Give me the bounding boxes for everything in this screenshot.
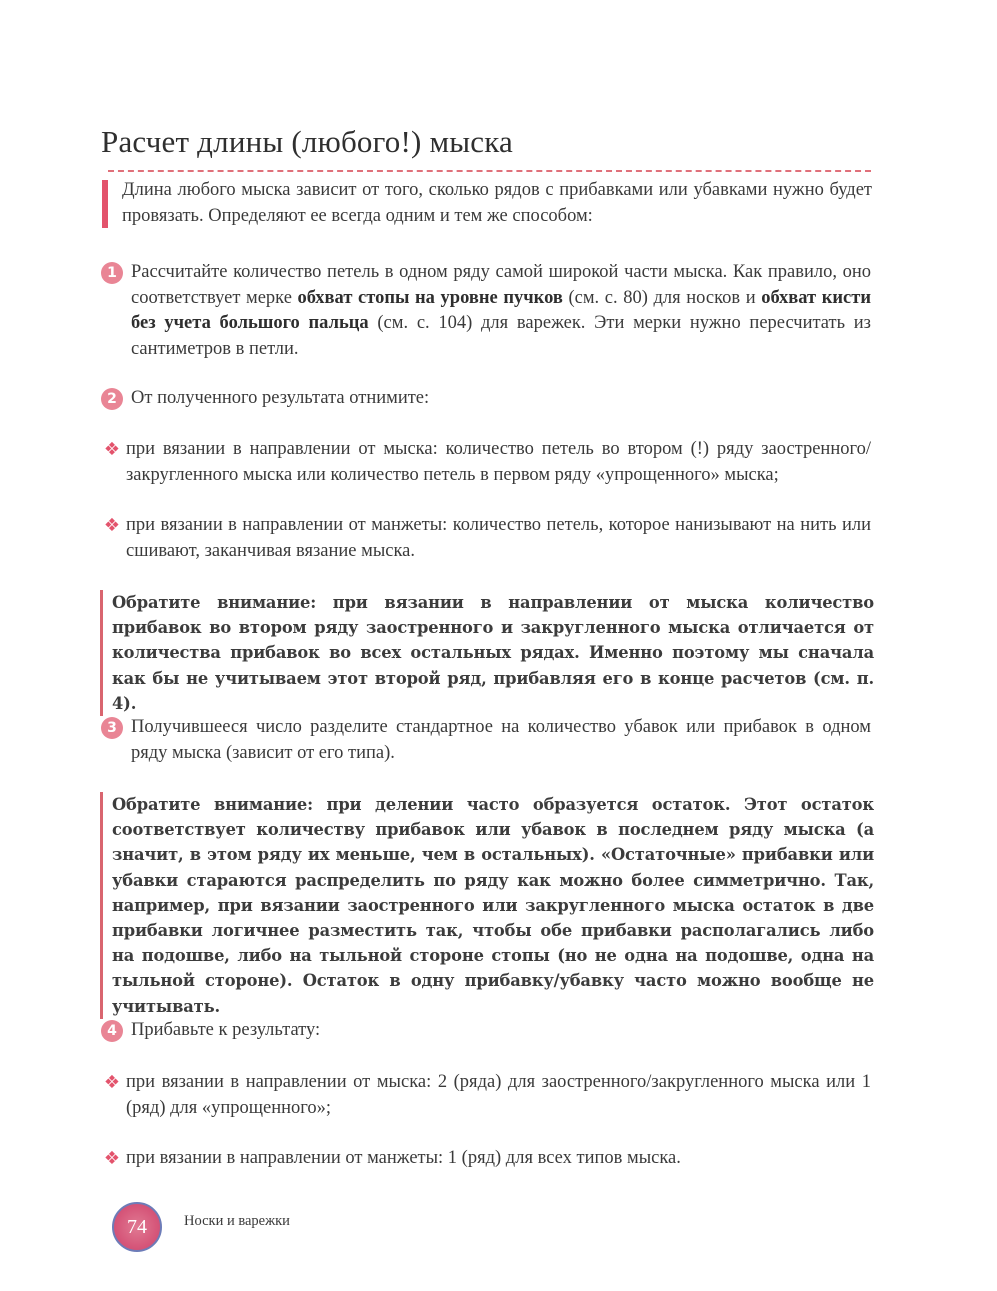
step-2-bullet-1: при вязании в направлении от мыска: количество петель во втором (!) ряду заостренного/закругленного мыска или количество петель в первом ряду «упрощенного» мыска; [126, 439, 871, 485]
diamond-icon: ❖ [103, 439, 121, 460]
page-number-badge [112, 1202, 162, 1252]
note-attention-2 [100, 792, 874, 1019]
note-1-text: Обратите внимание: при вязании в направлении от мыска количество прибавок во втором ряду заостренного и закругленного мыска отличается от количества прибавок во всех остальных рядах. Именно поэтому мы сначала как бы не учитываем этот второй ряд, прибавляя его в конце расчетов (см. п. 4). [112, 593, 874, 713]
step-2-text: От полученного результата отнимите: [131, 388, 430, 408]
intro-text: Длина любого мыска зависит от того, сколько рядов с прибавками или убавками нужно будет провязать. Определяют ее всегда одним и тем же способом: [122, 180, 872, 226]
title-dashed-divider [108, 170, 871, 172]
diamond-icon: ❖ [103, 1148, 121, 1169]
step-4-text: Прибавьте к результату: [131, 1020, 321, 1040]
step-1-bold-hand: обхват кисти без учета большого пальца [131, 287, 871, 333]
diamond-icon: ❖ [103, 515, 121, 536]
step-3-number-icon: 3 [101, 717, 123, 739]
page-title: Расчет длины (любого!) мыска [101, 124, 514, 159]
step-1-text: Рассчитайте количество петель в одном ряду самой широкой части мыска. Как правило, оно соответствует мерке обхват стопы на уровне пучков (см. с. 80) для носков и обхват кисти без учета большого пальца (см. с. 104) для варежек. Эти мерки нужно пересчитать из сантиметров в петли. [131, 262, 871, 359]
step-1-bold-foot: обхват стопы на уровне пучков [297, 287, 563, 308]
step-1-number-icon: 1 [101, 262, 123, 284]
step-2-bullet-2: при вязании в направлении от манжеты: количество петель, которое нанизывают на нить или сшивают, заканчивая вязание мыска. [126, 515, 871, 561]
step-3-text: Получившееся число разделите стандартное на количество убавок или прибавок в одном ряду мыска (зависит от его типа). [131, 717, 871, 763]
intro-accent-bar [102, 180, 108, 228]
note-2-text: Обратите внимание: при делении часто образуется остаток. Этот остаток соответствует количеству прибавок или убавок в последнем ряду мыска (а значит, в этом ряду их меньше, чем в остальных). «Остаточные» прибавки или убавки стараются распределить по ряду как можно более симметрично. Так, например, при вязании заостренного или закругленного мыска остаток в две прибавки логичнее разместить так, чтобы обе прибавки располагались либо на подошве, либо на тыльной стороне стопы (но не одна на подошве, одна на тыльной стороне). Остаток в одну прибавку/убавку часто можно вообще не учитывать. [112, 795, 874, 1016]
footer-section-title: Носки и варежки [184, 1213, 290, 1229]
step-2-number-icon: 2 [101, 388, 123, 410]
step-4-number-icon: 4 [101, 1020, 123, 1042]
diamond-icon: ❖ [103, 1072, 121, 1093]
note-attention-1 [100, 590, 874, 716]
page-number: 74 [127, 1216, 147, 1238]
step-4-bullet-1: при вязании в направлении от мыска: 2 (ряда) для заостренного/закругленного мыска или 1 (ряд) для «упрощенного»; [126, 1072, 871, 1118]
intro-block [102, 178, 872, 229]
step-4-bullet-2: при вязании в направлении от манжеты: 1 (ряд) для всех типов мыска. [126, 1148, 681, 1168]
